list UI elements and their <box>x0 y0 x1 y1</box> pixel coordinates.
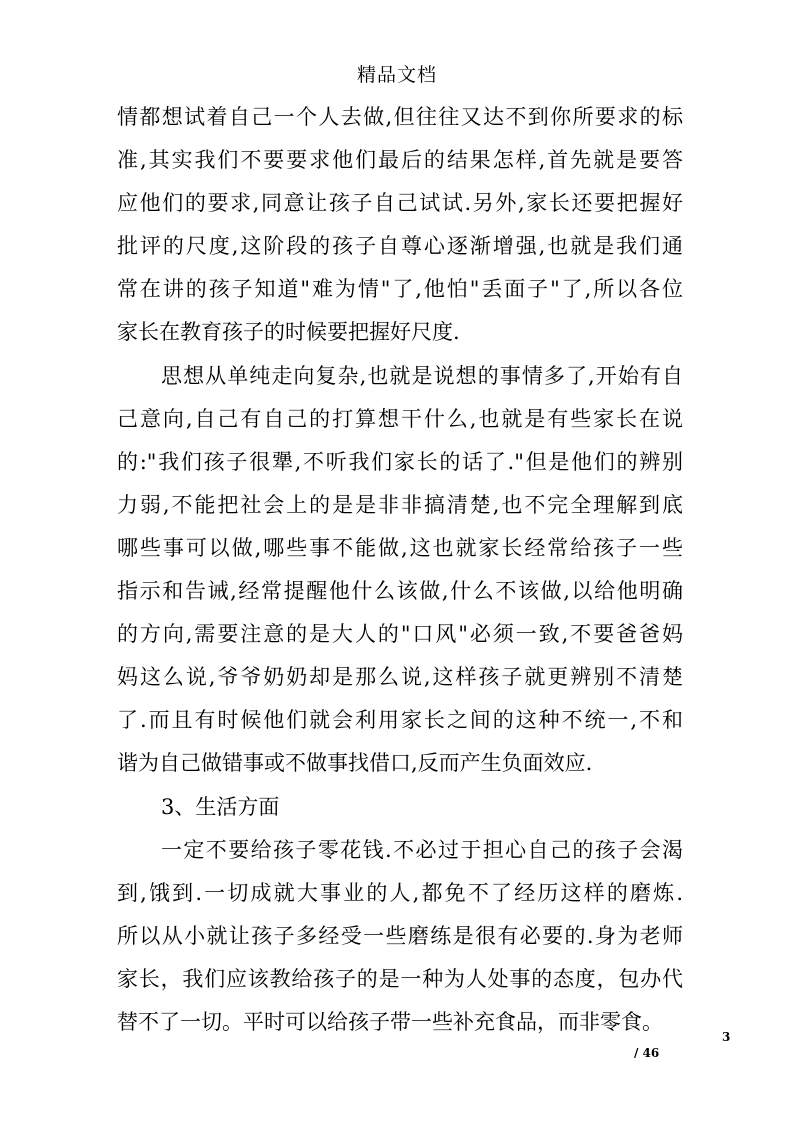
text-line: 哪些事可以做,哪些事不能做,这也就家长经常给孩子一些 <box>117 535 683 560</box>
text-line: 妈这么说,爷爷奶奶却是那么说,这样孩子就更辨别不清楚 <box>117 665 683 690</box>
paragraph-first-line: 一定不要给孩子零花钱.不必过于担心自己的孩子会渴 <box>161 837 683 862</box>
text-line: 指示和告诫,经常提醒他什么该做,什么不该做,以给他明确 <box>117 579 683 604</box>
text-line: 情都想试着自己一个人去做,但往往又达不到你所要求的标 <box>117 105 683 129</box>
page-total: / 46 <box>634 1046 660 1060</box>
text-line: 批评的尺度,这阶段的孩子自尊心逐渐增强,也就是我们通 <box>117 234 683 259</box>
text-line: 了.而且有时候他们就会利用家长之间的这种不统一,不和 <box>117 708 683 733</box>
text-line: 所以从小就让孩子多经受一些磨练是很有必要的.身为老师 <box>117 923 683 948</box>
text-line: 己意向,自己有自己的打算想干什么,也就是有些家长在说 <box>117 406 683 431</box>
page-number: 3 <box>722 1030 731 1044</box>
document-body <box>117 96 683 1044</box>
text-line: 谐为自己做错事或不做事找借口,反而产生负面效应. <box>117 751 593 776</box>
text-line: 家长在教育孩子的时候要把握好尺度. <box>117 320 460 345</box>
text-line: 力弱,不能把社会上的是是非非搞清楚,也不完全理解到底 <box>117 492 683 517</box>
text-line: 应他们的要求,同意让孩子自己试试.另外,家长还要把握好 <box>117 191 683 216</box>
page-header-title: 精品文档 <box>356 64 437 86</box>
text-line: 到,饿到.一切成就大事业的人,都免不了经历这样的磨炼. <box>117 880 683 905</box>
text-line: 常在讲的孩子知道"难为情"了,他怕"丢面子"了,所以各位 <box>117 277 683 302</box>
paragraph-first-line: 思想从单纯走向复杂,也就是说想的事情多了,开始有自 <box>161 363 683 388</box>
text-line: 家长，我们应该教给孩子的是一种为人处事的态度，包办代 <box>117 966 683 991</box>
text-line: 的:"我们孩子很犟,不听我们家长的话了."但是他们的辨别 <box>117 449 683 474</box>
text-line: 替不了一切。平时可以给孩子带一些补充食品，而非零食。 <box>117 1009 663 1034</box>
text-line: 的方向,需要注意的是大人的"口风"必须一致,不要爸爸妈 <box>117 622 683 647</box>
section-heading: 3、生活方面 <box>161 794 280 819</box>
text-line: 准,其实我们不要要求他们最后的结果怎样,首先就是要答 <box>117 148 683 173</box>
